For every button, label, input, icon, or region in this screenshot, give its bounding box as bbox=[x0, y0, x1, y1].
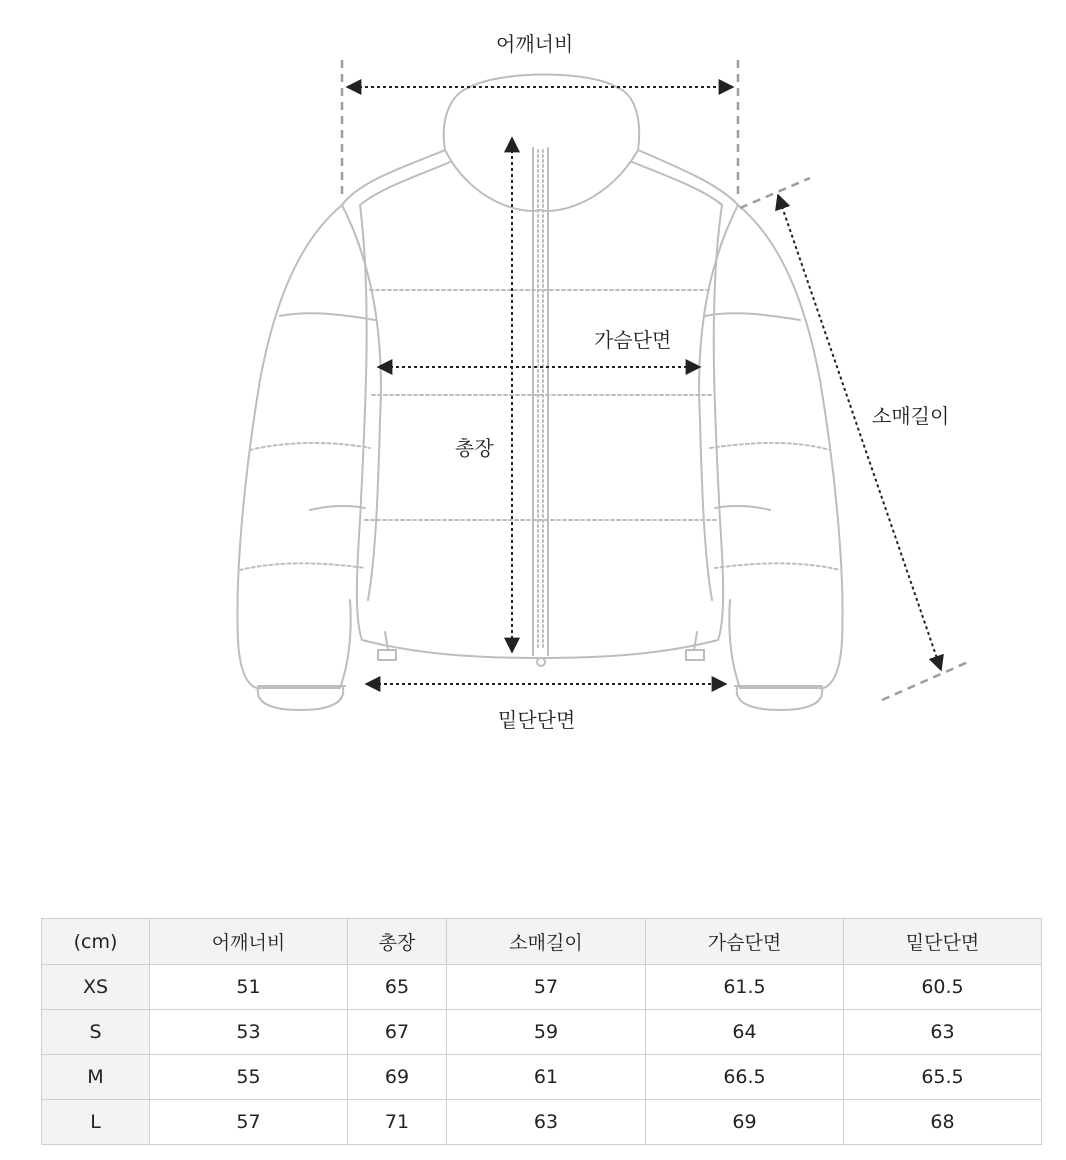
table-cell: 59 bbox=[447, 1010, 646, 1055]
table-row bbox=[42, 1010, 1042, 1055]
header-sleeve: 소매길이 bbox=[447, 919, 646, 965]
hem-label: 밑단단면 bbox=[498, 708, 576, 732]
guide-lines bbox=[342, 60, 968, 700]
table-cell: 57 bbox=[447, 965, 646, 1010]
sleeve-arrow bbox=[778, 195, 941, 670]
table-cell: 61.5 bbox=[646, 965, 844, 1010]
size-cell: S bbox=[42, 1010, 150, 1055]
length-label: 총장 bbox=[455, 436, 494, 460]
table-cell: 53 bbox=[150, 1010, 348, 1055]
table-cell: 55 bbox=[150, 1055, 348, 1100]
table-row bbox=[42, 965, 1042, 1010]
size-cell: L bbox=[42, 1100, 150, 1145]
header-shoulder: 어깨너비 bbox=[150, 919, 348, 965]
jacket-outline bbox=[237, 75, 842, 711]
chest-label: 가슴단면 bbox=[594, 328, 672, 352]
table-row bbox=[42, 1100, 1042, 1145]
table-row bbox=[42, 1055, 1042, 1100]
header-chest: 가슴단면 bbox=[646, 919, 844, 965]
header-unit: (cm) bbox=[42, 919, 150, 965]
table-cell: 63 bbox=[447, 1100, 646, 1145]
size-table bbox=[41, 918, 1042, 1145]
table-cell: 66.5 bbox=[646, 1055, 844, 1100]
table-cell: 60.5 bbox=[844, 965, 1042, 1010]
table-cell: 65 bbox=[348, 965, 447, 1010]
table-cell: 69 bbox=[646, 1100, 844, 1145]
table-cell: 67 bbox=[348, 1010, 447, 1055]
size-cell: XS bbox=[42, 965, 150, 1010]
shoulder-label: 어깨너비 bbox=[496, 32, 574, 56]
sleeve-label: 소매길이 bbox=[872, 404, 950, 428]
table-cell: 69 bbox=[348, 1055, 447, 1100]
table-cell: 63 bbox=[844, 1010, 1042, 1055]
header-length: 총장 bbox=[348, 919, 447, 965]
measure-arrows bbox=[347, 87, 941, 684]
header-hem: 밑단단면 bbox=[844, 919, 1042, 965]
table-header-row bbox=[42, 919, 1042, 965]
size-cell: M bbox=[42, 1055, 150, 1100]
table-cell: 65.5 bbox=[844, 1055, 1042, 1100]
table-cell: 61 bbox=[447, 1055, 646, 1100]
table-cell: 71 bbox=[348, 1100, 447, 1145]
table-cell: 51 bbox=[150, 965, 348, 1010]
table-cell: 57 bbox=[150, 1100, 348, 1145]
table-cell: 68 bbox=[844, 1100, 1042, 1145]
table-cell: 64 bbox=[646, 1010, 844, 1055]
